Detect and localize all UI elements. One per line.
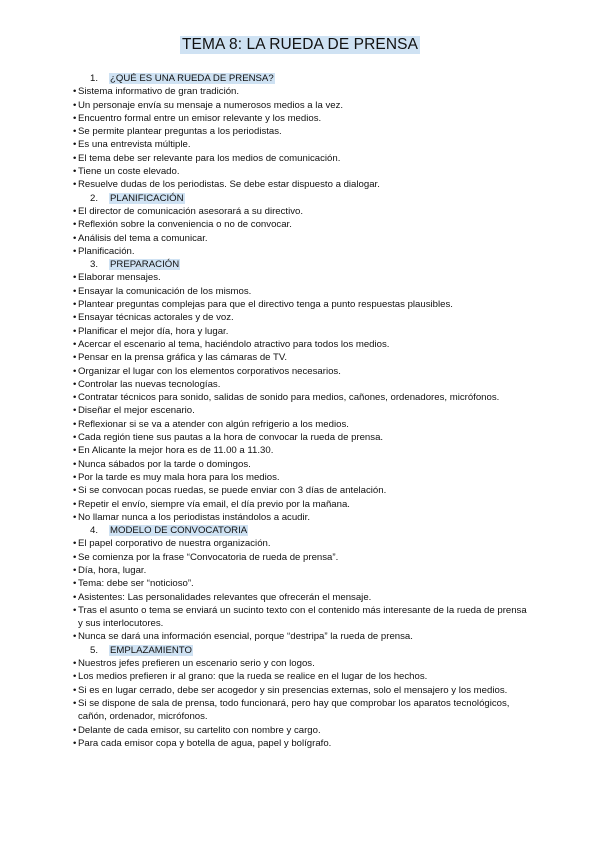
list-item: • Reflexión sobre la conveniencia o no de convocar.	[73, 218, 533, 231]
list-item: • Nunca se dará una información esencial, porque “destripa” la rueda de prensa.	[73, 630, 533, 643]
list-item: • Asistentes: Las personalidades relevantes que ofrecerán el mensaje.	[73, 591, 533, 604]
list-item: • Ensayar la comunicación de los mismos.	[73, 285, 533, 298]
list-item: • Reflexionar si se va a atender con algún refrigerio a los medios.	[73, 418, 533, 431]
section-number: 4.	[90, 525, 99, 537]
title-wrap	[0, 36, 600, 54]
list-item: • Ensayar técnicas actorales y de voz.	[73, 311, 533, 324]
list-item: • Sistema informativo de gran tradición.	[73, 85, 533, 98]
section-heading-text: ¿QUÉ ES UNA RUEDA DE PRENSA?	[110, 73, 274, 84]
list-item: • Se permite plantear preguntas a los periodistas.	[73, 125, 533, 138]
bullet-list	[73, 271, 533, 524]
page-title: TEMA 8: LA RUEDA DE PRENSA	[181, 36, 419, 53]
section-heading	[73, 258, 533, 271]
bullet-list	[73, 85, 533, 191]
list-item: • Es una entrevista múltiple.	[73, 138, 533, 151]
bullet-list	[73, 205, 533, 258]
list-item: • Delante de cada emisor, su cartelito con nombre y cargo.	[73, 724, 533, 737]
list-item: • Resuelve dudas de los periodistas. Se debe estar dispuesto a dialogar.	[73, 178, 533, 191]
list-item: • Día, hora, lugar.	[73, 564, 533, 577]
section-heading	[73, 192, 533, 205]
section-heading-text: EMPLAZAMIENTO	[110, 644, 192, 656]
list-item: • Análisis del tema a comunicar.	[73, 232, 533, 245]
section-heading-text: PLANIFICACIÓN	[110, 192, 184, 204]
list-item: • Plantear preguntas complejas para que el directivo tenga a punto respuestas plausibles.	[73, 298, 533, 311]
list-item: • Nuestros jefes prefieren un escenario serio y con logos.	[73, 657, 533, 670]
list-item: • Si se convocan pocas ruedas, se puede enviar con 3 días de antelación.	[73, 484, 533, 497]
list-item: • Encuentro formal entre un emisor relevante y los medios.	[73, 112, 533, 125]
list-item: • Se comienza por la frase “Convocatoria de rueda de prensa”.	[73, 551, 533, 564]
list-item: • Si se dispone de sala de prensa, todo funcionará, pero hay que comprobar los aparatos tecnológicos, cañón, ordenador, micrófonos.	[73, 697, 533, 724]
section-number: 5.	[90, 644, 99, 656]
list-item: • Repetir el envío, siempre vía email, el día previo por la mañana.	[73, 498, 533, 511]
section-heading	[73, 524, 533, 537]
bullet-list	[73, 657, 533, 750]
list-item: • Tras el asunto o tema se enviará un sucinto texto con el contenido más interesante de la rueda de prensa y sus interlocutores.	[73, 604, 533, 631]
list-item: • Contratar técnicos para sonido, salidas de sonido para medios, cañones, ordenadores, micrófonos.	[73, 391, 533, 404]
bullet-list	[73, 537, 533, 643]
list-item: • El papel corporativo de nuestra organización.	[73, 537, 533, 550]
list-item: • En Alicante la mejor hora es de 11.00 a 11.30.	[73, 444, 533, 457]
section-heading	[73, 644, 533, 657]
list-item: • Planificación.	[73, 245, 533, 258]
section-heading-text: MODELO DE CONVOCATORIA	[110, 525, 248, 537]
list-item: • Diseñar el mejor escenario.	[73, 404, 533, 417]
list-item: • No llamar nunca a los periodistas instándolos a acudir.	[73, 511, 533, 524]
list-item: • Para cada emisor copa y botella de agua, papel y bolígrafo.	[73, 737, 533, 750]
section-number: 2.	[90, 192, 99, 204]
list-item: • El director de comunicación asesorará a su directivo.	[73, 205, 533, 218]
list-item: • Tiene un coste elevado.	[73, 165, 533, 178]
list-item: • Organizar el lugar con los elementos corporativos necesarios.	[73, 365, 533, 378]
section-heading-text: PREPARACIÓN	[110, 259, 180, 271]
list-item: • Pensar en la prensa gráfica y las cámaras de TV.	[73, 351, 533, 364]
list-item: • Acercar el escenario al tema, haciéndolo atractivo para todos los medios.	[73, 338, 533, 351]
list-item: • Cada región tiene sus pautas a la hora de convocar la rueda de prensa.	[73, 431, 533, 444]
list-item: • Controlar las nuevas tecnologías.	[73, 378, 533, 391]
list-item: • Si es en lugar cerrado, debe ser acogedor y sin presencias externas, solo el mensajero y los medios.	[73, 684, 533, 697]
list-item: • Elaborar mensajes.	[73, 271, 533, 284]
list-item: • El tema debe ser relevante para los medios de comunicación.	[73, 152, 533, 165]
list-item: • Nunca sábados por la tarde o domingos.	[73, 458, 533, 471]
list-item: • Tema: debe ser “noticioso”.	[73, 577, 533, 590]
list-item: • Planificar el mejor día, hora y lugar.	[73, 325, 533, 338]
section-number: 3.	[90, 259, 99, 271]
document-content	[73, 72, 533, 750]
list-item: • Un personaje envía su mensaje a numerosos medios a la vez.	[73, 99, 533, 112]
list-item: • Los medios prefieren ir al grano: que la rueda se realice en el lugar de los hechos.	[73, 670, 533, 683]
list-item: • Por la tarde es muy mala hora para los medios.	[73, 471, 533, 484]
section-heading	[73, 72, 533, 85]
section-number: 1.	[90, 73, 99, 84]
